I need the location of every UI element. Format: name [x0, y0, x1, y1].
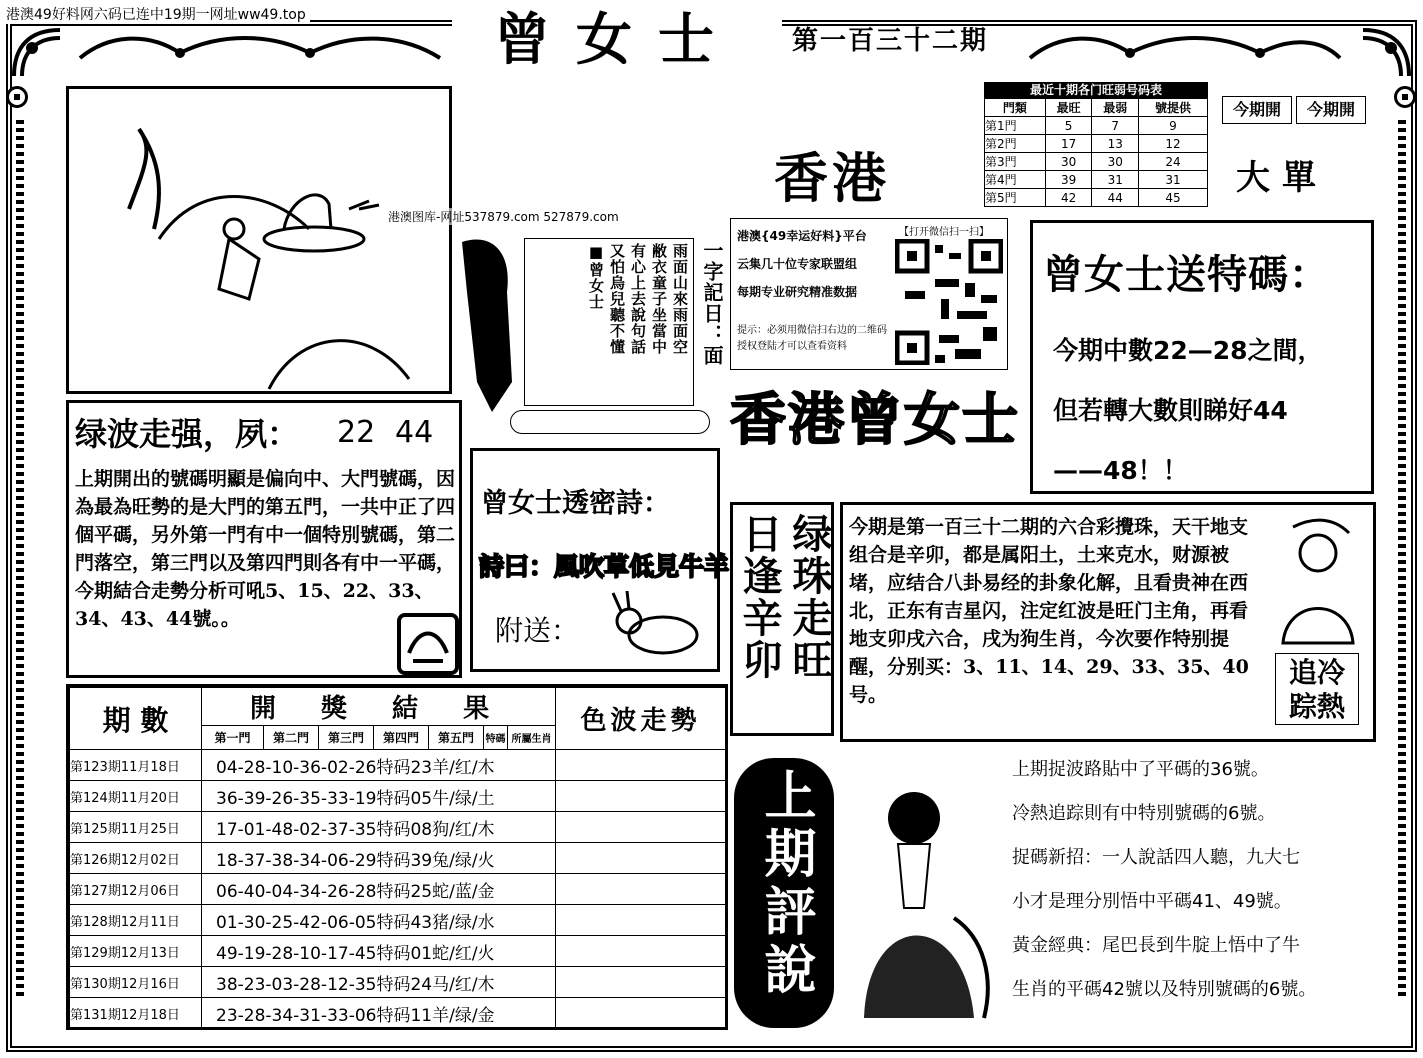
sage-figure-icon: [834, 768, 1004, 1028]
big-list-label: 大單: [1236, 158, 1328, 198]
review-line: 小才是理分別悟中平碼41、49號。: [1012, 891, 1292, 912]
secret-poem-box: [470, 448, 730, 672]
stats-row: [985, 189, 1208, 207]
results-row: [70, 750, 726, 781]
shepherd-scene-icon: [69, 89, 449, 391]
review-art: [734, 748, 1004, 1032]
results-period: 第130期12月16日: [70, 967, 202, 998]
poem-col: 雨面山來雨面空: [671, 243, 689, 355]
results-subheader: 所屬生肖: [508, 726, 556, 750]
corner-ornament-icon: [1359, 26, 1413, 80]
scroll-ornament-icon: [70, 28, 450, 68]
review-line: 捉碼新招：一人說話四人聽，九大七: [1012, 847, 1300, 868]
rabbit-icon: [605, 591, 709, 661]
stats-row: [985, 171, 1208, 189]
stats-hint: 31: [1139, 171, 1208, 189]
results-numbers: 18-37-38-34-06-29特码39兔/绿/火: [202, 843, 556, 874]
bold-banner: 香港曾女士: [730, 388, 1020, 453]
results-numbers: 04-28-10-36-02-26特码23羊/红/木: [202, 750, 556, 781]
results-period: 第125期11月25日: [70, 812, 202, 843]
wave-title: [75, 409, 299, 455]
results-period: 第129期12月13日: [70, 936, 202, 967]
results-numbers: 38-23-03-28-12-35特码24马/红/木: [202, 967, 556, 998]
site-watermark: 港澳图库-网址537879.com 527879.com: [388, 210, 619, 224]
results-trend-cell: [556, 843, 726, 874]
stats-row: [985, 117, 1208, 135]
corner-ornament-icon: [10, 26, 64, 80]
results-subheader: 第二門: [264, 726, 319, 750]
cold-hot-tag: 追冷踪熱: [1275, 653, 1359, 725]
scroll-label: 一字記日：面: [700, 240, 724, 366]
results-subheader: 特碼: [484, 726, 508, 750]
review-lines: [1012, 748, 1392, 1012]
analysis-box: [840, 502, 1376, 742]
results-row: [70, 812, 726, 843]
results-period: 第126期12月02日: [70, 843, 202, 874]
poem-scroll: [524, 238, 694, 406]
poem-signature: ■曾女士: [587, 243, 605, 310]
corner-tag: 今期開: [1222, 96, 1292, 124]
special-line: ——48！！: [1053, 456, 1188, 485]
masthead-title: 曾女士: [494, 7, 740, 73]
stats-hint: 45: [1139, 189, 1208, 207]
left-border-pattern: [16, 120, 24, 1000]
secret-poem-title: 曾女士透密詩：: [481, 488, 670, 519]
results-numbers: 01-30-25-42-06-05特码43猪/绿/水: [202, 905, 556, 936]
stats-weak: 30: [1092, 153, 1139, 171]
stats-row: [985, 153, 1208, 171]
wave-title-text: 绿波走强，夙：: [75, 415, 300, 453]
results-trend-cell: [556, 967, 726, 998]
results-row: [70, 781, 726, 812]
review-line: 黃金經典：尾巴長到牛腚上悟中了牛: [1012, 935, 1300, 956]
results-numbers: 23-28-34-31-33-06特码11羊/绿/金: [202, 998, 556, 1029]
stats-header: 最弱: [1092, 99, 1139, 117]
stats-header: 門類: [985, 99, 1046, 117]
results-table: [69, 687, 726, 1029]
stats-hot: 39: [1045, 171, 1092, 189]
promo-line: 云集几十位专家联盟组: [737, 257, 858, 271]
wave-number: 44: [395, 415, 434, 450]
results-box: [66, 684, 728, 1030]
results-period: 第123期11月18日: [70, 750, 202, 781]
figure-silhouette-icon: [452, 232, 532, 422]
results-trend-cell: [556, 874, 726, 905]
review-line: 生肖的平碼42號以及特別號碼的6號。: [1012, 979, 1317, 1000]
seal-stamp-icon: [397, 613, 459, 675]
results-row: [70, 967, 726, 998]
review-line: 冷熱追踪則有中特別號碼的6號。: [1012, 803, 1276, 824]
stats-door: 第3門: [985, 153, 1046, 171]
gang-title: 香港: [774, 147, 890, 210]
results-numbers: 17-01-48-02-37-35特码08狗/红/木: [202, 812, 556, 843]
review-title: 上期評說: [755, 768, 816, 1000]
results-trend-header: 色波走勢: [556, 688, 726, 750]
promo-line: 港澳{49幸运好料}平台: [737, 229, 867, 243]
results-numbers: 49-19-28-10-17-45特码01蛇/红/火: [202, 936, 556, 967]
promo-note: 提示：必须用微信扫右边的二维码授权登陆才可以查看资料: [737, 325, 887, 352]
coin-icon: [6, 86, 28, 108]
special-line: 但若轉大數則睇好44: [1053, 396, 1288, 425]
results-trend-cell: [556, 750, 726, 781]
scroll-roll: [510, 410, 710, 434]
wave-number: 22: [337, 415, 376, 450]
stats-table-block: [984, 82, 1208, 205]
promo-line: 每期专业研究精准数据: [737, 285, 858, 299]
deity-figure-icon: [1263, 517, 1373, 647]
illustration-scene: [66, 86, 452, 394]
stats-hint: 12: [1139, 135, 1208, 153]
stats-door: 第5門: [985, 189, 1046, 207]
corner-tag: 今期開: [1296, 96, 1366, 124]
poem-col: 又怕烏兒聽不懂: [608, 243, 626, 355]
results-trend-cell: [556, 781, 726, 812]
stats-hint: 24: [1139, 153, 1208, 171]
wave-analysis-box: [66, 400, 462, 678]
results-subheader: 第三門: [319, 726, 374, 750]
results-numbers: 06-40-04-34-26-28特码25蛇/蓝/金: [202, 874, 556, 905]
top-watermark: 港澳49好料网六码已连中19期一网址ww49.top: [2, 4, 310, 24]
stats-hot: 42: [1045, 189, 1092, 207]
results-period: 第124期11月20日: [70, 781, 202, 812]
stats-weak: 13: [1092, 135, 1139, 153]
results-row: [70, 998, 726, 1029]
stats-weak: 44: [1092, 189, 1139, 207]
results-period: 第128期12月11日: [70, 905, 202, 936]
vertical-green-text: 绿珠走旺: [786, 513, 832, 681]
stats-weak: 7: [1092, 117, 1139, 135]
results-row: [70, 936, 726, 967]
results-period: 第131期12月18日: [70, 998, 202, 1029]
vertical-tag-box: [730, 502, 834, 736]
stats-door: 第2門: [985, 135, 1046, 153]
stats-door: 第1門: [985, 117, 1046, 135]
stats-hot: 30: [1045, 153, 1092, 171]
stats-header: 最旺: [1045, 99, 1092, 117]
special-line: 今期中數22—28之間，: [1053, 336, 1323, 365]
wave-body: 上期開出的號碼明顯是偏向中、大門號碼，因為最為旺勢的是大門的第五門，一共中正了四個平碼，另外第一門有中一個特別號碼，第二門落空，第三門以及第四門則各有中一平碼，今期結合走勢分析可吼5、15、22、33、34、43、44號。。: [75, 468, 456, 630]
poem-col: 敝衣童子坐當中: [650, 243, 668, 355]
results-period-header: 期 數: [70, 688, 202, 750]
stats-hot: 5: [1045, 117, 1092, 135]
stats-table: [984, 98, 1208, 207]
scroll-ornament-icon: [1020, 28, 1350, 68]
scroll-area: [452, 232, 730, 438]
results-row: [70, 905, 726, 936]
results-subheader: 第五門: [429, 726, 484, 750]
promo-box: [730, 218, 1008, 370]
results-trend-cell: [556, 998, 726, 1029]
results-row: [70, 874, 726, 905]
stats-header: 號提供: [1139, 99, 1208, 117]
qr-caption: 【打开微信扫一扫】: [899, 227, 989, 238]
results-trend-cell: [556, 905, 726, 936]
results-period: 第127期12月06日: [70, 874, 202, 905]
stats-hot: 17: [1045, 135, 1092, 153]
vertical-day-text: 日逢辛卯: [736, 513, 782, 681]
gift-label: 附送：: [495, 614, 580, 647]
poem-col: 有心上去說句話: [629, 243, 647, 355]
results-group-header: 開 獎 結 果: [202, 688, 556, 726]
results-trend-cell: [556, 812, 726, 843]
stats-weak: 31: [1092, 171, 1139, 189]
review-line: 上期捉波路貼中了平碼的36號。: [1012, 759, 1269, 780]
stats-row: [985, 135, 1208, 153]
issue-number: 第一百三十二期: [792, 26, 989, 56]
stats-door: 第4門: [985, 171, 1046, 189]
secret-poem-line: 詩曰：風吹草低見牛羊: [479, 552, 730, 581]
right-border-pattern: [1398, 120, 1406, 1000]
results-subheader: 第一門: [202, 726, 264, 750]
stats-table-title: 最近十期各门旺弱号码表: [984, 82, 1208, 98]
coin-icon: [1394, 86, 1416, 108]
analysis-body: 今期是第一百三十二期的六合彩攪珠，天干地支组合是辛卯，都是属阳土，土来克水，财源被堵，应结合八卦易经的卦象化解，且看贵神在西北，正东有吉星闪，注定红波是旺门主角，再看地支卯戌六合，戌为狗生肖，今次要作特别提醒，分别买：3、11、14、29、33、35、40号。: [849, 516, 1249, 706]
special-number-box: [1030, 220, 1374, 494]
results-row: [70, 843, 726, 874]
results-numbers: 36-39-26-35-33-19特码05牛/绿/土: [202, 781, 556, 812]
results-trend-cell: [556, 936, 726, 967]
qr-code-icon[interactable]: [895, 239, 1003, 365]
stats-hint: 9: [1139, 117, 1208, 135]
results-subheader: 第四門: [374, 726, 429, 750]
special-title: 曾女士送特碼：: [1043, 252, 1330, 298]
